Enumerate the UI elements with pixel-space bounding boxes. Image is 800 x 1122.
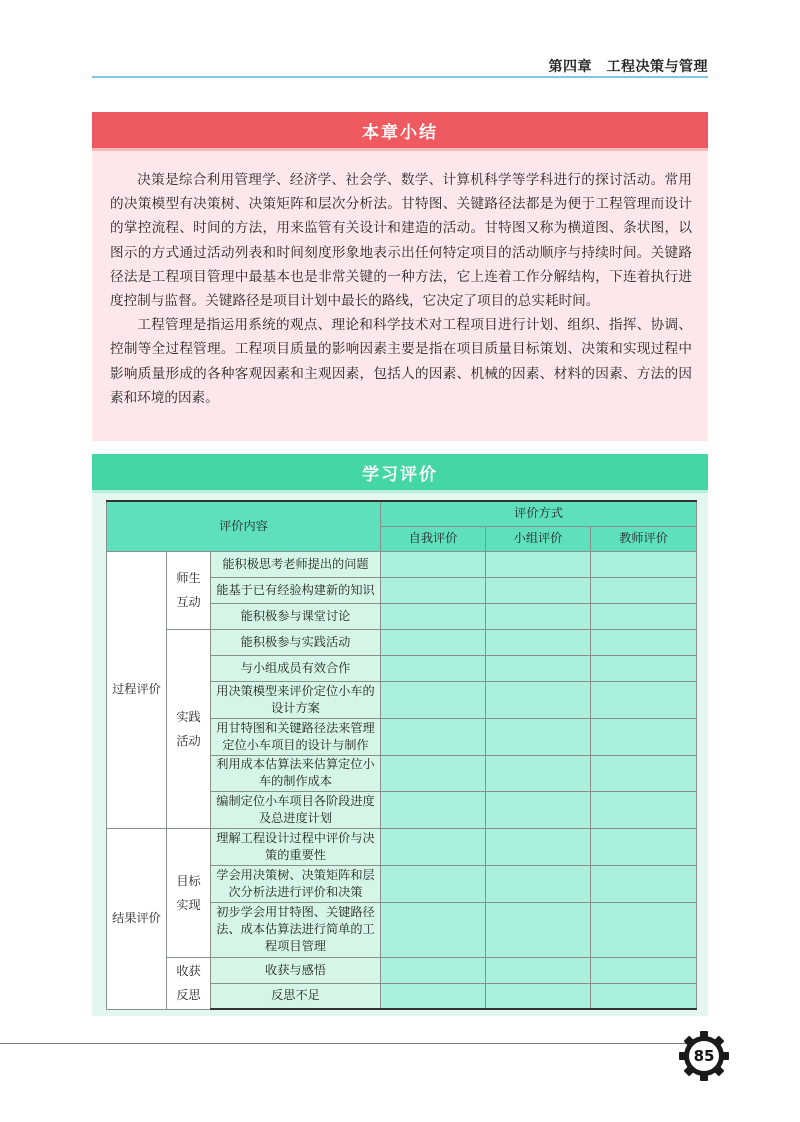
subcategory-interaction: [167, 551, 211, 629]
score-group[interactable]: [486, 577, 591, 603]
header-self: 自我评价: [381, 526, 486, 551]
item-label: 收获与感悟: [211, 957, 381, 983]
score-group[interactable]: [486, 791, 591, 828]
item-label: 用决策模型来评价定位小车的设计方案: [211, 681, 381, 718]
score-group[interactable]: [486, 629, 591, 655]
page-number: 85: [693, 1047, 715, 1065]
header-group: 小组评价: [486, 526, 591, 551]
score-teacher[interactable]: [591, 755, 697, 791]
subcategory-label: 目标 实现: [176, 873, 201, 912]
item-label: 利用成本估算法来估算定位小车的制作成本: [211, 755, 381, 791]
score-self[interactable]: [381, 983, 486, 1009]
item-label: 学会用决策树、决策矩阵和层次分析法进行评价和决策: [211, 865, 381, 902]
score-teacher[interactable]: [591, 718, 697, 755]
item-label: 与小组成员有效合作: [211, 655, 381, 681]
score-self[interactable]: [381, 603, 486, 629]
score-group[interactable]: [486, 681, 591, 718]
score-teacher[interactable]: [591, 791, 697, 828]
header-rule: [92, 76, 708, 78]
evaluation-table: [106, 500, 697, 1010]
subcategory-label: 师生 互动: [176, 571, 201, 609]
score-teacher[interactable]: [591, 957, 697, 983]
summary-banner: 本章小结: [92, 112, 708, 151]
score-self[interactable]: [381, 551, 486, 577]
score-teacher[interactable]: [591, 681, 697, 718]
score-self[interactable]: [381, 718, 486, 755]
summary-paragraph: 决策是综合利用管理学、经济学、社会学、数学、计算机科学等学科进行的探讨活动。常用的决策模型有决策树、决策矩阵和层次分析法。甘特图、关键路径法都是为便于工程管理而设计的掌控流程、时间的方法，用来监管有关设计和建造的活动。甘特图又称为横道图、条状图，以图示的方式通过活动列表和时间刻度形象地表示出任何特定项目的活动顺序与持续时间。关键路径法是工程项目管理中最基本也是非常关键的一种方法，它上连着工作分解结构，下连着执行进度控制与监督。关键路径是项目计划中最长的路线，它决定了项目的总实耗时间。: [110, 172, 692, 310]
score-teacher[interactable]: [591, 577, 697, 603]
score-group[interactable]: [486, 865, 591, 902]
score-self[interactable]: [381, 629, 486, 655]
score-self[interactable]: [381, 577, 486, 603]
chapter-title: 第四章 工程决策与管理: [548, 59, 708, 75]
header-method: 评价方式: [381, 501, 697, 526]
evaluation-banner: 学习评价: [92, 454, 708, 493]
evaluation-panel: [92, 493, 708, 1016]
score-teacher[interactable]: [591, 828, 697, 865]
item-label: 能积极参与课堂讨论: [211, 603, 381, 629]
score-group[interactable]: [486, 603, 591, 629]
score-teacher[interactable]: [591, 655, 697, 681]
subcategory-goal: [167, 828, 211, 957]
score-self[interactable]: [381, 681, 486, 718]
score-teacher[interactable]: [591, 983, 697, 1009]
score-group[interactable]: [486, 655, 591, 681]
score-group[interactable]: [486, 902, 591, 957]
item-label: 反思不足: [211, 983, 381, 1009]
category-result: 结果评价: [107, 828, 167, 1009]
score-self[interactable]: [381, 865, 486, 902]
item-label: 用甘特图和关键路径法来管理定位小车项目的设计与制作: [211, 718, 381, 755]
score-self[interactable]: [381, 957, 486, 983]
score-group[interactable]: [486, 551, 591, 577]
score-teacher[interactable]: [591, 551, 697, 577]
score-self[interactable]: [381, 755, 486, 791]
score-teacher[interactable]: [591, 603, 697, 629]
item-label: 能基于已有经验构建新的知识: [211, 577, 381, 603]
header-content: 评价内容: [107, 501, 381, 551]
score-self[interactable]: [381, 902, 486, 957]
score-group[interactable]: [486, 828, 591, 865]
score-teacher[interactable]: [591, 629, 697, 655]
subcategory-reflection: [167, 957, 211, 1009]
category-process: 过程评价: [107, 551, 167, 828]
subcategory-practice: [167, 629, 211, 828]
score-group[interactable]: [486, 983, 591, 1009]
header-teacher: 教师评价: [591, 526, 697, 551]
score-self[interactable]: [381, 655, 486, 681]
subcategory-label: 实践 活动: [176, 709, 201, 748]
score-group[interactable]: [486, 957, 591, 983]
score-group[interactable]: [486, 755, 591, 791]
score-group[interactable]: [486, 718, 591, 755]
footer-rule: [0, 1043, 690, 1044]
item-label: 理解工程设计过程中评价与决策的重要性: [211, 828, 381, 865]
summary-box: [92, 151, 708, 441]
score-teacher[interactable]: [591, 902, 697, 957]
score-teacher[interactable]: [591, 865, 697, 902]
score-self[interactable]: [381, 791, 486, 828]
item-label: 初步学会用甘特图、关键路径法、成本估算法进行简单的工程项目管理: [211, 902, 381, 957]
summary-paragraph: 工程管理是指运用系统的观点、理论和科学技术对工程项目进行计划、组织、指挥、协调、控制等全过程管理。工程项目质量的影响因素主要是指在项目质量目标策划、决策和实现过程中影响质量形成的各种客观因素和主观因素，包括人的因素、机械的因素、材料的因素、方法的因素和环境的因素。: [110, 317, 692, 406]
item-label: 能积极参与实践活动: [211, 629, 381, 655]
subcategory-label: 收获 反思: [176, 964, 201, 1002]
item-label: 编制定位小车项目各阶段进度及总进度计划: [211, 791, 381, 828]
item-label: 能积极思考老师提出的问题: [211, 551, 381, 577]
score-self[interactable]: [381, 828, 486, 865]
